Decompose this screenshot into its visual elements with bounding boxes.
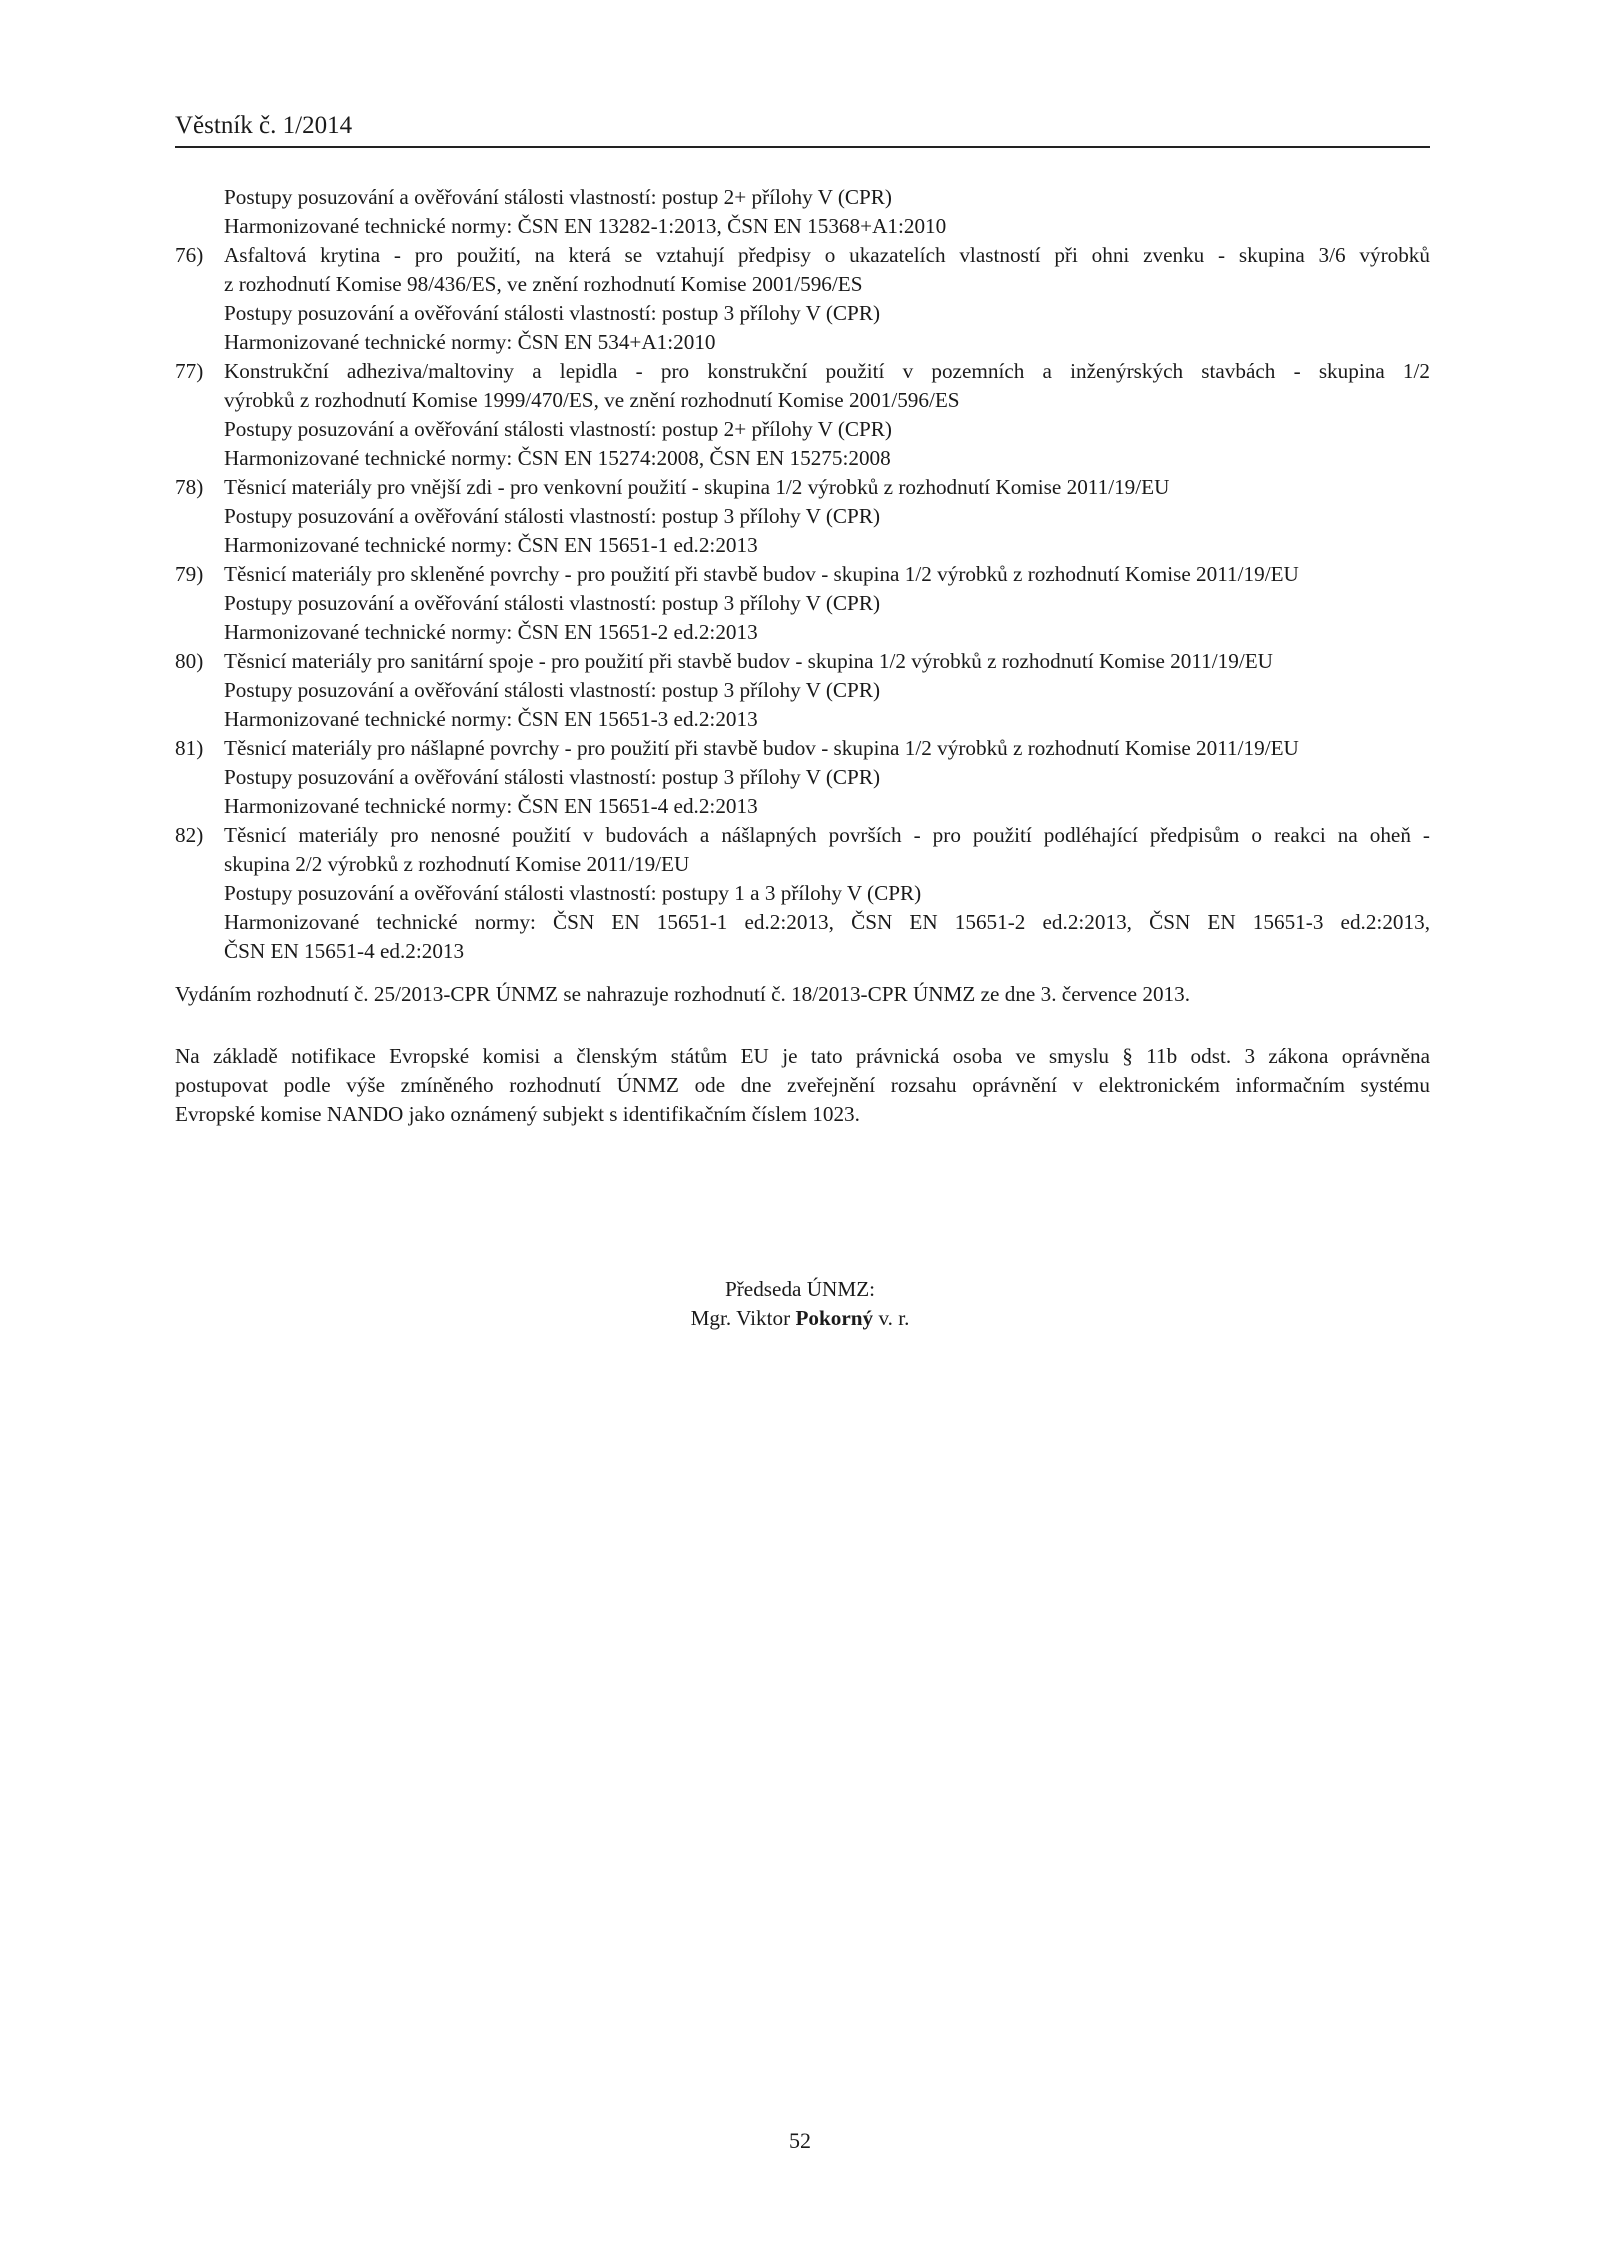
item-norms: Harmonizované technické normy: ČSN EN 534+A1:2010 [224,330,716,354]
list-item-78 [175,473,1430,560]
item-procedure: Postupy posuzování a ověřování stálosti vlastností: postup 3 přílohy V (CPR) [224,301,881,325]
notification-line: postupovat podle výše zmíněného rozhodnutí ÚNMZ ode dne zveřejnění rozsahu oprávnění v elektronickém informačním systému [175,1073,1430,1097]
item-procedure: Postupy posuzování a ověřování stálosti vlastností: postupy 1 a 3 přílohy V (CPR) [224,881,922,905]
page-number: 52 [789,2128,811,2153]
item-text-line: z rozhodnutí Komise 98/436/ES, ve znění rozhodnutí Komise 2001/596/ES [224,272,863,296]
item-text-line: Asfaltová krytina - pro použití, na která se vztahují předpisy o ukazatelích vlastností při ohni zvenku - skupina 3/6 výrobků [224,243,1430,267]
replacement-note [175,980,1430,1009]
item-text-line: Těsnicí materiály pro nenosné použití v budovách a nášlapných površích - pro použití podléhající předpisům o reakci na oheň - [224,823,1430,847]
notification-line: Evropské komise NANDO jako oznámený subjekt s identifikačním číslem 1023. [175,1102,860,1126]
item-text-line: Konstrukční adheziva/maltoviny a lepidla - pro konstrukční použití v pozemních a inženýrských stavbách - skupina 1/2 [224,359,1430,383]
page-header [175,110,1430,148]
item-text-line: skupina 2/2 výrobků z rozhodnutí Komise 2011/19/EU [224,852,690,876]
item-procedure: Postupy posuzování a ověřování stálosti vlastností: postup 3 přílohy V (CPR) [224,678,881,702]
item-procedure: Postupy posuzování a ověřování stálosti vlastností: postup 3 přílohy V (CPR) [224,504,881,528]
item-norms: Harmonizované technické normy: ČSN EN 15651-2 ed.2:2013 [224,620,758,644]
item-procedure: Postupy posuzování a ověřování stálosti vlastností: postup 2+ přílohy V (CPR) [224,417,892,441]
item-norms-continued: ČSN EN 15651-4 ed.2:2013 [224,939,465,963]
item-norms: Harmonizované technické normy: ČSN EN 15651-1 ed.2:2013 [224,533,758,557]
signature-role: Předseda ÚNMZ: [724,1277,876,1301]
item-number: 80) [175,649,204,673]
replacement-note-text: Vydáním rozhodnutí č. 25/2013-CPR ÚNMZ se nahrazuje rozhodnutí č. 18/2013-CPR ÚNMZ ze dne 3. července 2013. [175,982,1191,1006]
item-norms: Harmonizované technické normy: ČSN EN 15651-1 ed.2:2013, ČSN EN 15651-2 ed.2:2013, ČSN EN 15651-3 ed.2:2013, [224,910,1430,934]
item-norms: Harmonizované technické normy: ČSN EN 15651-3 ed.2:2013 [224,707,758,731]
list-item-80 [175,647,1430,734]
journal-title: Věstník č. 1/2014 [175,112,353,139]
signature-surname: Pokorný [795,1306,874,1330]
item-text-line: Těsnicí materiály pro nášlapné povrchy - pro použití při stavbě budov - skupina 1/2 výrobků z rozhodnutí Komise 2011/19/EU [224,736,1299,760]
continuation-norms: Harmonizované technické normy: ČSN EN 13282-1:2013, ČSN EN 15368+A1:2010 [224,214,947,238]
item-number: 78) [175,475,204,499]
item-text-line: výrobků z rozhodnutí Komise 1999/470/ES, ve znění rozhodnutí Komise 2001/596/ES [224,388,960,412]
list-item-76 [175,241,1430,357]
item-procedure: Postupy posuzování a ověřování stálosti vlastností: postup 3 přílohy V (CPR) [224,591,881,615]
item-norms: Harmonizované technické normy: ČSN EN 15274:2008, ČSN EN 15275:2008 [224,446,891,470]
signature-block [0,1275,1600,1333]
signature-name-line [0,1304,1600,1333]
item-text-line: Těsnicí materiály pro sanitární spoje - pro použití při stavbě budov - skupina 1/2 výrobků z rozhodnutí Komise 2011/19/EU [224,649,1273,673]
list-item-77 [175,357,1430,473]
item-number: 76) [175,243,204,267]
document-body [175,183,1430,1129]
item-number: 77) [175,359,204,383]
item-text-line: Těsnicí materiály pro skleněné povrchy - pro použití při stavbě budov - skupina 1/2 výrobků z rozhodnutí Komise 2011/19/EU [224,562,1299,586]
item-number: 82) [175,823,204,847]
item-text-line: Těsnicí materiály pro vnější zdi - pro venkovní použití - skupina 1/2 výrobků z rozhodnutí Komise 2011/19/EU [224,475,1170,499]
signature-prefix: Mgr. Viktor [690,1306,791,1330]
signature-suffix: v. r. [878,1306,910,1330]
notification-line: Na základě notifikace Evropské komisi a členským státům EU je tato právnická osoba ve smyslu § 11b odst. 3 zákona oprávněna [175,1044,1430,1068]
continuation-procedure: Postupy posuzování a ověřování stálosti vlastností: postup 2+ přílohy V (CPR) [224,185,892,209]
item-number: 79) [175,562,204,586]
list-item-82 [175,821,1430,966]
notification-paragraph [175,1042,1430,1129]
list-item-79 [175,560,1430,647]
item-norms: Harmonizované technické normy: ČSN EN 15651-4 ed.2:2013 [224,794,758,818]
item-number: 81) [175,736,204,760]
item-procedure: Postupy posuzování a ověřování stálosti vlastností: postup 3 přílohy V (CPR) [224,765,881,789]
list-item-81 [175,734,1430,821]
